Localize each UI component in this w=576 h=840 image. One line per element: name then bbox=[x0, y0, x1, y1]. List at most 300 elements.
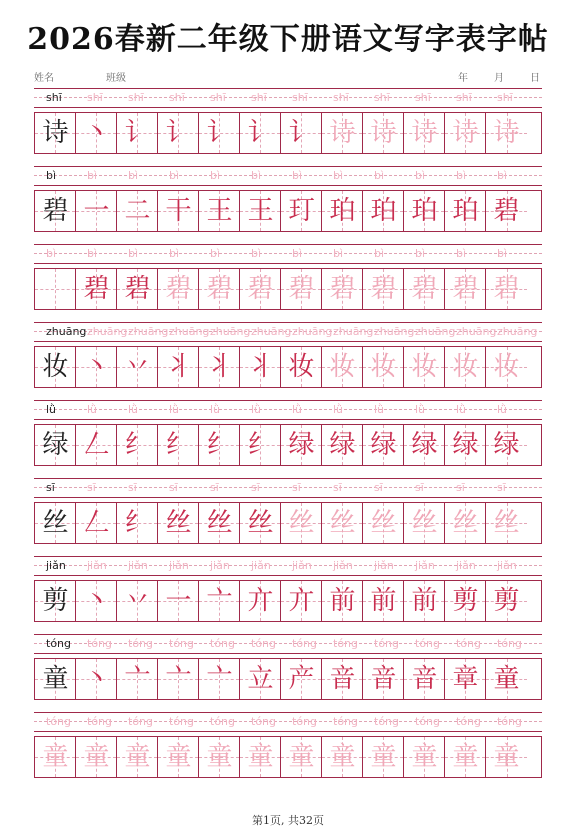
page-footer: 第1页, 共32页 bbox=[252, 814, 324, 827]
pinyin-trace: bì bbox=[292, 247, 303, 260]
pinyin-trace: bì bbox=[210, 247, 221, 260]
trace-character: 童 bbox=[370, 742, 397, 772]
grid-cell bbox=[35, 191, 76, 231]
tianzige-grid bbox=[34, 502, 542, 544]
pinyin-trace: bì bbox=[456, 247, 467, 260]
grid-cell bbox=[76, 503, 117, 543]
stroke-step-character: 前 bbox=[329, 586, 356, 616]
pinyin-trace: lǜ bbox=[169, 403, 180, 416]
pinyin-trace: shī bbox=[128, 91, 144, 104]
trace-character: 碧 bbox=[452, 274, 479, 304]
pinyin-trace: lǜ bbox=[251, 403, 262, 416]
grid-cell bbox=[404, 191, 445, 231]
grid-cell bbox=[199, 581, 240, 621]
grid-cell bbox=[281, 113, 322, 153]
stroke-step-character: 前 bbox=[370, 586, 397, 616]
pinyin-trace: jiǎn bbox=[333, 559, 353, 572]
stroke-step-character: 产 bbox=[288, 664, 315, 694]
grid-cell bbox=[445, 737, 486, 777]
grid-cell bbox=[281, 269, 322, 309]
stroke-step-character: 立 bbox=[247, 664, 274, 694]
grid-cell bbox=[76, 737, 117, 777]
pinyin-trace: shī bbox=[210, 91, 226, 104]
stroke-step-character: 丶 bbox=[83, 664, 110, 694]
grid-cell bbox=[363, 269, 404, 309]
grid-cell bbox=[363, 581, 404, 621]
stroke-step-character: 丬 bbox=[247, 352, 274, 382]
day-label: 日 bbox=[530, 73, 540, 84]
grid-cell bbox=[486, 659, 527, 699]
stroke-step-character: 妆 bbox=[288, 352, 315, 382]
pinyin-trace: bì bbox=[497, 247, 508, 260]
trace-character: 碧 bbox=[411, 274, 438, 304]
pinyin-band bbox=[34, 400, 542, 420]
pinyin-trace: zhuāng bbox=[251, 325, 292, 338]
student-info-line bbox=[34, 69, 542, 83]
pinyin-band bbox=[34, 556, 542, 576]
pinyin-label: bì bbox=[46, 169, 57, 182]
grid-cell bbox=[322, 191, 363, 231]
pinyin-trace: sī bbox=[374, 481, 383, 494]
stroke-step-character: 王 bbox=[206, 196, 233, 226]
trace-character: 碧 bbox=[370, 274, 397, 304]
grid-cell bbox=[445, 113, 486, 153]
practice-row bbox=[34, 634, 542, 702]
pinyin-trace: zhuāng bbox=[128, 325, 169, 338]
grid-cell bbox=[445, 659, 486, 699]
grid-cell bbox=[322, 503, 363, 543]
pinyin-trace: sī bbox=[497, 481, 506, 494]
grid-cell bbox=[240, 113, 281, 153]
pinyin-trace: jiǎn bbox=[251, 559, 271, 572]
trace-character: 丝 bbox=[288, 508, 315, 538]
grid-cell bbox=[35, 113, 76, 153]
pinyin-label: zhuāng bbox=[46, 325, 87, 338]
grid-cell bbox=[76, 659, 117, 699]
pinyin-trace: sī bbox=[415, 481, 424, 494]
pinyin-trace: lǜ bbox=[292, 403, 303, 416]
stroke-step-character: 珀 bbox=[329, 196, 356, 226]
grid-cell bbox=[240, 503, 281, 543]
trace-character: 妆 bbox=[370, 352, 397, 382]
trace-character: 童 bbox=[206, 742, 233, 772]
pinyin-trace: bì bbox=[87, 169, 98, 182]
stroke-step-character: 丬 bbox=[165, 352, 192, 382]
pinyin-trace: sī bbox=[333, 481, 342, 494]
pinyin-trace: bì bbox=[210, 169, 221, 182]
grid-cell bbox=[35, 503, 76, 543]
grid-cell bbox=[445, 347, 486, 387]
grid-cell bbox=[199, 659, 240, 699]
stroke-step-character: 绿 bbox=[452, 430, 479, 460]
grid-cell bbox=[281, 581, 322, 621]
trace-character: 童 bbox=[42, 742, 69, 772]
grid-cell bbox=[117, 269, 158, 309]
tianzige-grid bbox=[34, 346, 542, 388]
model-character: 诗 bbox=[42, 118, 69, 148]
model-character: 剪 bbox=[42, 586, 69, 616]
tianzige-grid bbox=[34, 190, 542, 232]
year-label: 年 bbox=[458, 73, 468, 84]
stroke-step-character: 绿 bbox=[288, 430, 315, 460]
pinyin-trace: tóng bbox=[497, 715, 522, 728]
practice-row bbox=[34, 244, 542, 312]
pinyin-trace: tóng bbox=[87, 715, 112, 728]
stroke-step-character: 𠃋 bbox=[83, 508, 110, 538]
stroke-step-character: 剪 bbox=[493, 586, 520, 616]
pinyin-trace: lǜ bbox=[497, 403, 508, 416]
pinyin-trace: shī bbox=[251, 91, 267, 104]
pinyin-trace: tóng bbox=[251, 637, 276, 650]
pinyin-band bbox=[34, 166, 542, 186]
grid-cell bbox=[117, 581, 158, 621]
stroke-step-character: 丶 bbox=[83, 586, 110, 616]
grid-cell bbox=[199, 737, 240, 777]
stroke-step-character: 丷 bbox=[124, 352, 151, 382]
pinyin-trace: shī bbox=[169, 91, 185, 104]
pinyin-trace: sī bbox=[87, 481, 96, 494]
stroke-step-character: 纟 bbox=[124, 508, 151, 538]
grid-cell bbox=[486, 113, 527, 153]
grid-cell bbox=[158, 581, 199, 621]
pinyin-trace: bì bbox=[292, 169, 303, 182]
grid-cell bbox=[486, 347, 527, 387]
pinyin-trace: bì bbox=[415, 247, 426, 260]
stroke-step-character: 讠 bbox=[206, 118, 233, 148]
grid-cell bbox=[281, 425, 322, 465]
pinyin-trace: zhuāng bbox=[87, 325, 128, 338]
grid-cell bbox=[240, 425, 281, 465]
trace-character: 童 bbox=[329, 742, 356, 772]
pinyin-label: sī bbox=[46, 481, 55, 494]
stroke-step-character: 亠 bbox=[165, 664, 192, 694]
pinyin-trace: bì bbox=[497, 169, 508, 182]
practice-row bbox=[34, 400, 542, 468]
pinyin-trace: shī bbox=[333, 91, 349, 104]
trace-character: 妆 bbox=[452, 352, 479, 382]
pinyin-trace: zhuāng bbox=[456, 325, 497, 338]
grid-cell bbox=[158, 269, 199, 309]
model-character: 绿 bbox=[42, 430, 69, 460]
grid-cell bbox=[486, 269, 527, 309]
grid-cell bbox=[404, 659, 445, 699]
stroke-step-character: 丶 bbox=[83, 118, 110, 148]
grid-cell bbox=[76, 581, 117, 621]
grid-cell bbox=[240, 347, 281, 387]
stroke-step-character: 音 bbox=[370, 664, 397, 694]
grid-cell bbox=[363, 503, 404, 543]
pinyin-trace: lǜ bbox=[210, 403, 221, 416]
pinyin-trace: bì bbox=[333, 169, 344, 182]
stroke-step-character: 玎 bbox=[288, 196, 315, 226]
trace-character: 诗 bbox=[370, 118, 397, 148]
practice-row bbox=[34, 166, 542, 234]
stroke-step-character: 纟 bbox=[247, 430, 274, 460]
pinyin-trace: zhuāng bbox=[292, 325, 333, 338]
stroke-step-character: 二 bbox=[124, 196, 151, 226]
pinyin-trace: sī bbox=[292, 481, 301, 494]
grid-cell bbox=[363, 191, 404, 231]
pinyin-trace: sī bbox=[210, 481, 219, 494]
trace-character: 丝 bbox=[452, 508, 479, 538]
pinyin-trace: jiǎn bbox=[169, 559, 189, 572]
model-character: 碧 bbox=[42, 196, 69, 226]
pinyin-label: tóng bbox=[46, 637, 71, 650]
pinyin-trace: tóng bbox=[169, 637, 194, 650]
pinyin-trace: tóng bbox=[87, 637, 112, 650]
grid-cell bbox=[363, 347, 404, 387]
grid-cell bbox=[35, 269, 76, 309]
pinyin-trace: tóng bbox=[497, 637, 522, 650]
trace-character bbox=[35, 269, 76, 309]
tianzige-grid bbox=[34, 424, 542, 466]
grid-cell bbox=[486, 425, 527, 465]
trace-character: 童 bbox=[124, 742, 151, 772]
grid-cell bbox=[240, 581, 281, 621]
grid-cell bbox=[404, 503, 445, 543]
pinyin-band bbox=[34, 478, 542, 498]
grid-cell bbox=[445, 503, 486, 543]
pinyin-trace: jiǎn bbox=[497, 559, 517, 572]
pinyin-trace: lǜ bbox=[333, 403, 344, 416]
tianzige-grid bbox=[34, 580, 542, 622]
pinyin-trace: jiǎn bbox=[415, 559, 435, 572]
stroke-step-character: 绿 bbox=[411, 430, 438, 460]
stroke-step-character: 章 bbox=[452, 664, 479, 694]
trace-character: 童 bbox=[452, 742, 479, 772]
pinyin-trace: jiǎn bbox=[456, 559, 476, 572]
stroke-step-character: 讠 bbox=[124, 118, 151, 148]
pinyin-trace: bì bbox=[128, 247, 139, 260]
pinyin-trace: tóng bbox=[292, 715, 317, 728]
stroke-step-character: 丝 bbox=[206, 508, 233, 538]
practice-row bbox=[34, 556, 542, 624]
grid-cell bbox=[404, 269, 445, 309]
grid-cell bbox=[199, 191, 240, 231]
grid-cell bbox=[240, 737, 281, 777]
stroke-step-character: 前 bbox=[411, 586, 438, 616]
pinyin-trace: bì bbox=[374, 247, 385, 260]
model-character: 妆 bbox=[42, 352, 69, 382]
stroke-step-character: 绿 bbox=[493, 430, 520, 460]
grid-cell bbox=[117, 659, 158, 699]
trace-character: 诗 bbox=[493, 118, 520, 148]
pinyin-trace: sī bbox=[169, 481, 178, 494]
stroke-step-character: 丬 bbox=[206, 352, 233, 382]
pinyin-trace: tóng bbox=[46, 715, 71, 728]
grid-cell bbox=[322, 425, 363, 465]
grid-cell bbox=[322, 737, 363, 777]
grid-cell bbox=[240, 659, 281, 699]
pinyin-trace: tóng bbox=[456, 715, 481, 728]
pinyin-band bbox=[34, 712, 542, 732]
grid-cell bbox=[158, 113, 199, 153]
pinyin-trace: sī bbox=[456, 481, 465, 494]
pinyin-trace: shī bbox=[497, 91, 513, 104]
grid-cell bbox=[76, 269, 117, 309]
practice-row bbox=[34, 712, 542, 780]
pinyin-trace: lǜ bbox=[415, 403, 426, 416]
pinyin-trace: jiǎn bbox=[87, 559, 107, 572]
tianzige-grid bbox=[34, 112, 542, 154]
pinyin-trace: bì bbox=[415, 169, 426, 182]
model-character: 丝 bbox=[42, 508, 69, 538]
grid-cell bbox=[76, 347, 117, 387]
pinyin-trace: bì bbox=[251, 247, 262, 260]
grid-cell bbox=[117, 347, 158, 387]
grid-cell bbox=[281, 503, 322, 543]
pinyin-trace: shī bbox=[292, 91, 308, 104]
pinyin-trace: tóng bbox=[169, 715, 194, 728]
pinyin-trace: tóng bbox=[251, 715, 276, 728]
grid-cell bbox=[322, 659, 363, 699]
grid-cell bbox=[240, 191, 281, 231]
grid-cell bbox=[117, 113, 158, 153]
stroke-step-character: 珀 bbox=[452, 196, 479, 226]
trace-character: 丝 bbox=[329, 508, 356, 538]
pinyin-trace: tóng bbox=[415, 637, 440, 650]
stroke-step-character: 碧 bbox=[493, 196, 520, 226]
stroke-step-character: 亠 bbox=[206, 586, 233, 616]
grid-cell bbox=[445, 425, 486, 465]
stroke-step-character: 珀 bbox=[411, 196, 438, 226]
stroke-step-character: 童 bbox=[493, 664, 520, 694]
pinyin-trace: tóng bbox=[128, 637, 153, 650]
stroke-step-character: 讠 bbox=[288, 118, 315, 148]
grid-cell bbox=[158, 347, 199, 387]
pinyin-trace: zhuāng bbox=[374, 325, 415, 338]
pinyin-band bbox=[34, 322, 542, 342]
pinyin-band bbox=[34, 244, 542, 264]
stroke-step-character: 丝 bbox=[247, 508, 274, 538]
pinyin-trace: lǜ bbox=[87, 403, 98, 416]
pinyin-trace: tóng bbox=[333, 715, 358, 728]
grid-cell bbox=[158, 425, 199, 465]
pinyin-trace: lǜ bbox=[128, 403, 139, 416]
stroke-step-character: 亣 bbox=[247, 586, 274, 616]
grid-cell bbox=[199, 113, 240, 153]
grid-cell bbox=[199, 347, 240, 387]
page-title: 2026春新二年级下册语文写字表字帖 bbox=[27, 22, 549, 57]
pinyin-trace: tóng bbox=[210, 637, 235, 650]
grid-cell bbox=[404, 347, 445, 387]
grid-cell bbox=[445, 191, 486, 231]
stroke-step-character: 纟 bbox=[165, 430, 192, 460]
grid-cell bbox=[117, 425, 158, 465]
pinyin-trace: zhuāng bbox=[415, 325, 456, 338]
pinyin-trace: bì bbox=[169, 169, 180, 182]
trace-character: 童 bbox=[493, 742, 520, 772]
grid-cell bbox=[322, 581, 363, 621]
grid-cell bbox=[199, 269, 240, 309]
pinyin-trace: jiǎn bbox=[292, 559, 312, 572]
stroke-step-character: 音 bbox=[329, 664, 356, 694]
stroke-step-character: 𠃋 bbox=[83, 430, 110, 460]
trace-character: 童 bbox=[247, 742, 274, 772]
pinyin-label: lǜ bbox=[46, 403, 57, 416]
pinyin-trace: zhuāng bbox=[169, 325, 210, 338]
grid-cell bbox=[486, 581, 527, 621]
trace-character: 妆 bbox=[329, 352, 356, 382]
grid-cell bbox=[240, 269, 281, 309]
pinyin-trace: tóng bbox=[210, 715, 235, 728]
trace-character: 碧 bbox=[165, 274, 192, 304]
stroke-step-character: 讠 bbox=[165, 118, 192, 148]
trace-character: 丝 bbox=[493, 508, 520, 538]
grid-cell bbox=[363, 737, 404, 777]
pinyin-trace: shī bbox=[87, 91, 103, 104]
grid-cell bbox=[404, 581, 445, 621]
stroke-step-character: 绿 bbox=[329, 430, 356, 460]
pinyin-trace: bì bbox=[456, 169, 467, 182]
model-character: 童 bbox=[42, 664, 69, 694]
name-label: 姓名 bbox=[34, 73, 54, 84]
stroke-step-character: 讠 bbox=[247, 118, 274, 148]
grid-cell bbox=[322, 347, 363, 387]
pinyin-trace: zhuāng bbox=[333, 325, 374, 338]
pinyin-trace: tóng bbox=[456, 637, 481, 650]
stroke-step-character: 一 bbox=[165, 586, 192, 616]
trace-character: 诗 bbox=[329, 118, 356, 148]
stroke-step-character: 丝 bbox=[165, 508, 192, 538]
pinyin-trace: bì bbox=[87, 247, 98, 260]
practice-row bbox=[34, 478, 542, 546]
trace-character: 妆 bbox=[411, 352, 438, 382]
pinyin-band bbox=[34, 88, 542, 108]
grid-cell bbox=[445, 581, 486, 621]
trace-character: 诗 bbox=[411, 118, 438, 148]
trace-character: 妆 bbox=[493, 352, 520, 382]
pinyin-trace: tóng bbox=[333, 637, 358, 650]
stroke-step-character: 碧 bbox=[124, 274, 151, 304]
grid-cell bbox=[445, 269, 486, 309]
grid-cell bbox=[158, 737, 199, 777]
tianzige-grid bbox=[34, 658, 542, 700]
pinyin-trace: jiǎn bbox=[128, 559, 148, 572]
grid-cell bbox=[486, 503, 527, 543]
trace-character: 碧 bbox=[206, 274, 233, 304]
grid-cell bbox=[281, 347, 322, 387]
trace-character: 丝 bbox=[370, 508, 397, 538]
pinyin-trace: tóng bbox=[128, 715, 153, 728]
tianzige-grid bbox=[34, 736, 542, 778]
pinyin-trace: tóng bbox=[374, 637, 399, 650]
grid-cell bbox=[76, 191, 117, 231]
pinyin-trace: tóng bbox=[292, 637, 317, 650]
pinyin-trace: tóng bbox=[415, 715, 440, 728]
grid-cell bbox=[281, 737, 322, 777]
trace-character: 碧 bbox=[288, 274, 315, 304]
pinyin-trace: shī bbox=[415, 91, 431, 104]
trace-character: 碧 bbox=[247, 274, 274, 304]
grid-cell bbox=[486, 191, 527, 231]
pinyin-trace: shī bbox=[374, 91, 390, 104]
stroke-step-character: 纟 bbox=[206, 430, 233, 460]
stroke-step-character: 丶 bbox=[83, 352, 110, 382]
trace-character: 碧 bbox=[493, 274, 520, 304]
pinyin-trace: bì bbox=[333, 247, 344, 260]
pinyin-label: jiǎn bbox=[46, 559, 66, 572]
pinyin-trace: bì bbox=[251, 169, 262, 182]
pinyin-trace: sī bbox=[251, 481, 260, 494]
trace-character: 童 bbox=[83, 742, 110, 772]
grid-cell bbox=[486, 737, 527, 777]
stroke-step-character: 绿 bbox=[370, 430, 397, 460]
trace-character: 童 bbox=[288, 742, 315, 772]
grid-cell bbox=[199, 503, 240, 543]
pinyin-trace: zhuāng bbox=[210, 325, 251, 338]
practice-row bbox=[34, 88, 542, 156]
